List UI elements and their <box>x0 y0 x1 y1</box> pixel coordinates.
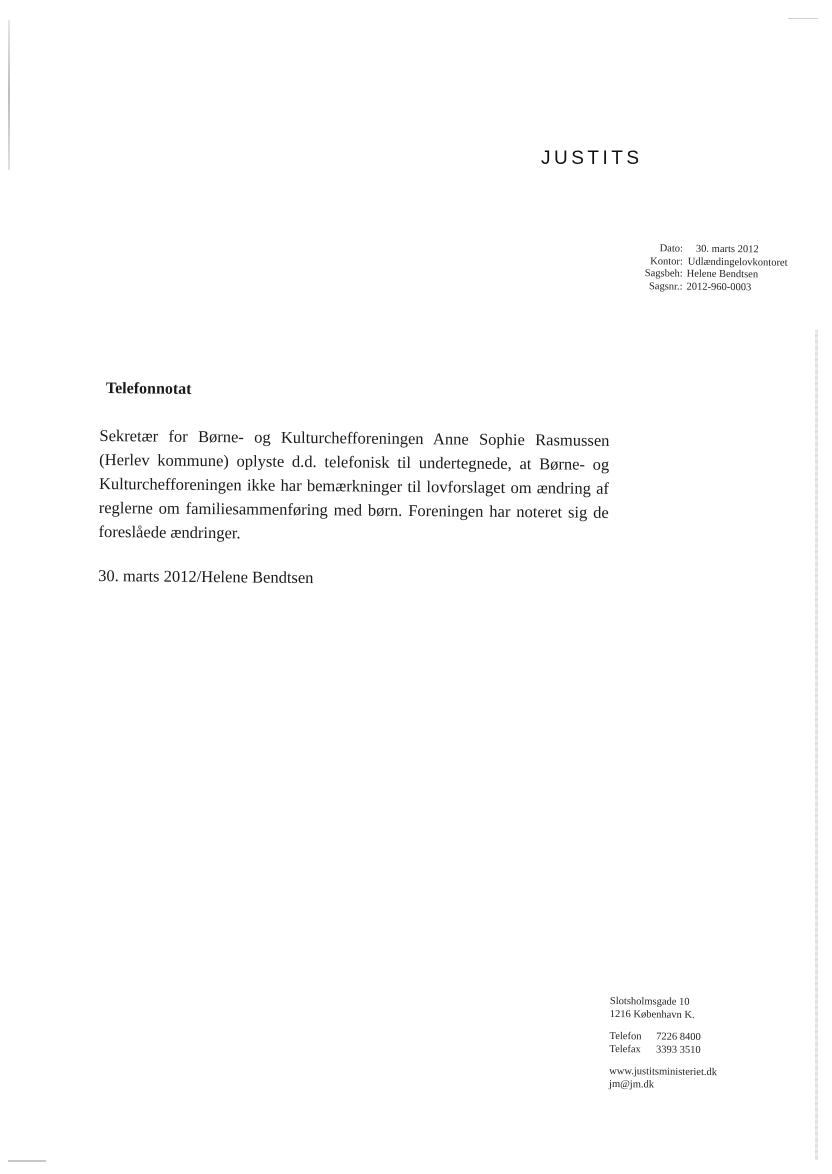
email-text: jm@jm.dk <box>609 1078 655 1091</box>
phone-row <box>609 1030 717 1044</box>
meta-value: Udlændingelovkontoret <box>687 256 788 269</box>
scan-edge-bottom <box>8 1160 46 1162</box>
scan-edge-left <box>8 20 10 170</box>
document-title: Telefonnotat <box>105 380 192 398</box>
meta-value: Helene Bendtsen <box>686 268 759 281</box>
phone-value: 7226 8400 <box>656 1031 701 1043</box>
meta-label: Dato: <box>659 243 683 255</box>
footer-contact-numbers <box>609 1030 717 1057</box>
body-paragraph: Sekretær for Børne- og Kulturchefforeningen Anne Sophie Rasmussen (Herlev kommune) oplyste d.d. telefonisk til undertegnede, at Børne- og Kulturchefforeningen ikke har bemærkninger til lovforslaget om ændring af reglerne om familiesammenføring med børn. Foreningen har noteret sig de foreslåede ændringer. <box>98 425 610 543</box>
address-street: Slotsholmsgade 10 <box>609 995 690 1008</box>
ministry-logo: JUSTITS <box>541 148 643 169</box>
meta-label: Sagsbeh: <box>644 268 683 280</box>
ministry-footer <box>609 995 718 1101</box>
meta-label: Sagsnr.: <box>648 280 683 293</box>
meta-row-case-number <box>629 280 787 294</box>
fax-row <box>609 1043 717 1057</box>
address-city: 1216 København K. <box>609 1008 695 1021</box>
phone-label: Telefon <box>609 1030 642 1043</box>
footer-online <box>609 1065 717 1092</box>
scan-edge-right <box>815 330 818 1160</box>
fax-value: 3393 3510 <box>655 1044 701 1056</box>
meta-value: 30. marts 2012 <box>695 243 759 256</box>
document-body <box>98 380 610 591</box>
document-metadata <box>629 243 787 295</box>
signoff-line: 30. marts 2012/Helene Bendtsen <box>98 565 314 588</box>
meta-label: Kontor: <box>650 255 683 268</box>
meta-value: 2012-960-0003 <box>686 281 752 293</box>
website-text: www.justitsministeriet.dk <box>609 1065 718 1079</box>
fax-label: Telefax <box>609 1043 641 1056</box>
footer-address <box>610 995 718 1022</box>
scan-edge-top-right <box>788 18 818 19</box>
